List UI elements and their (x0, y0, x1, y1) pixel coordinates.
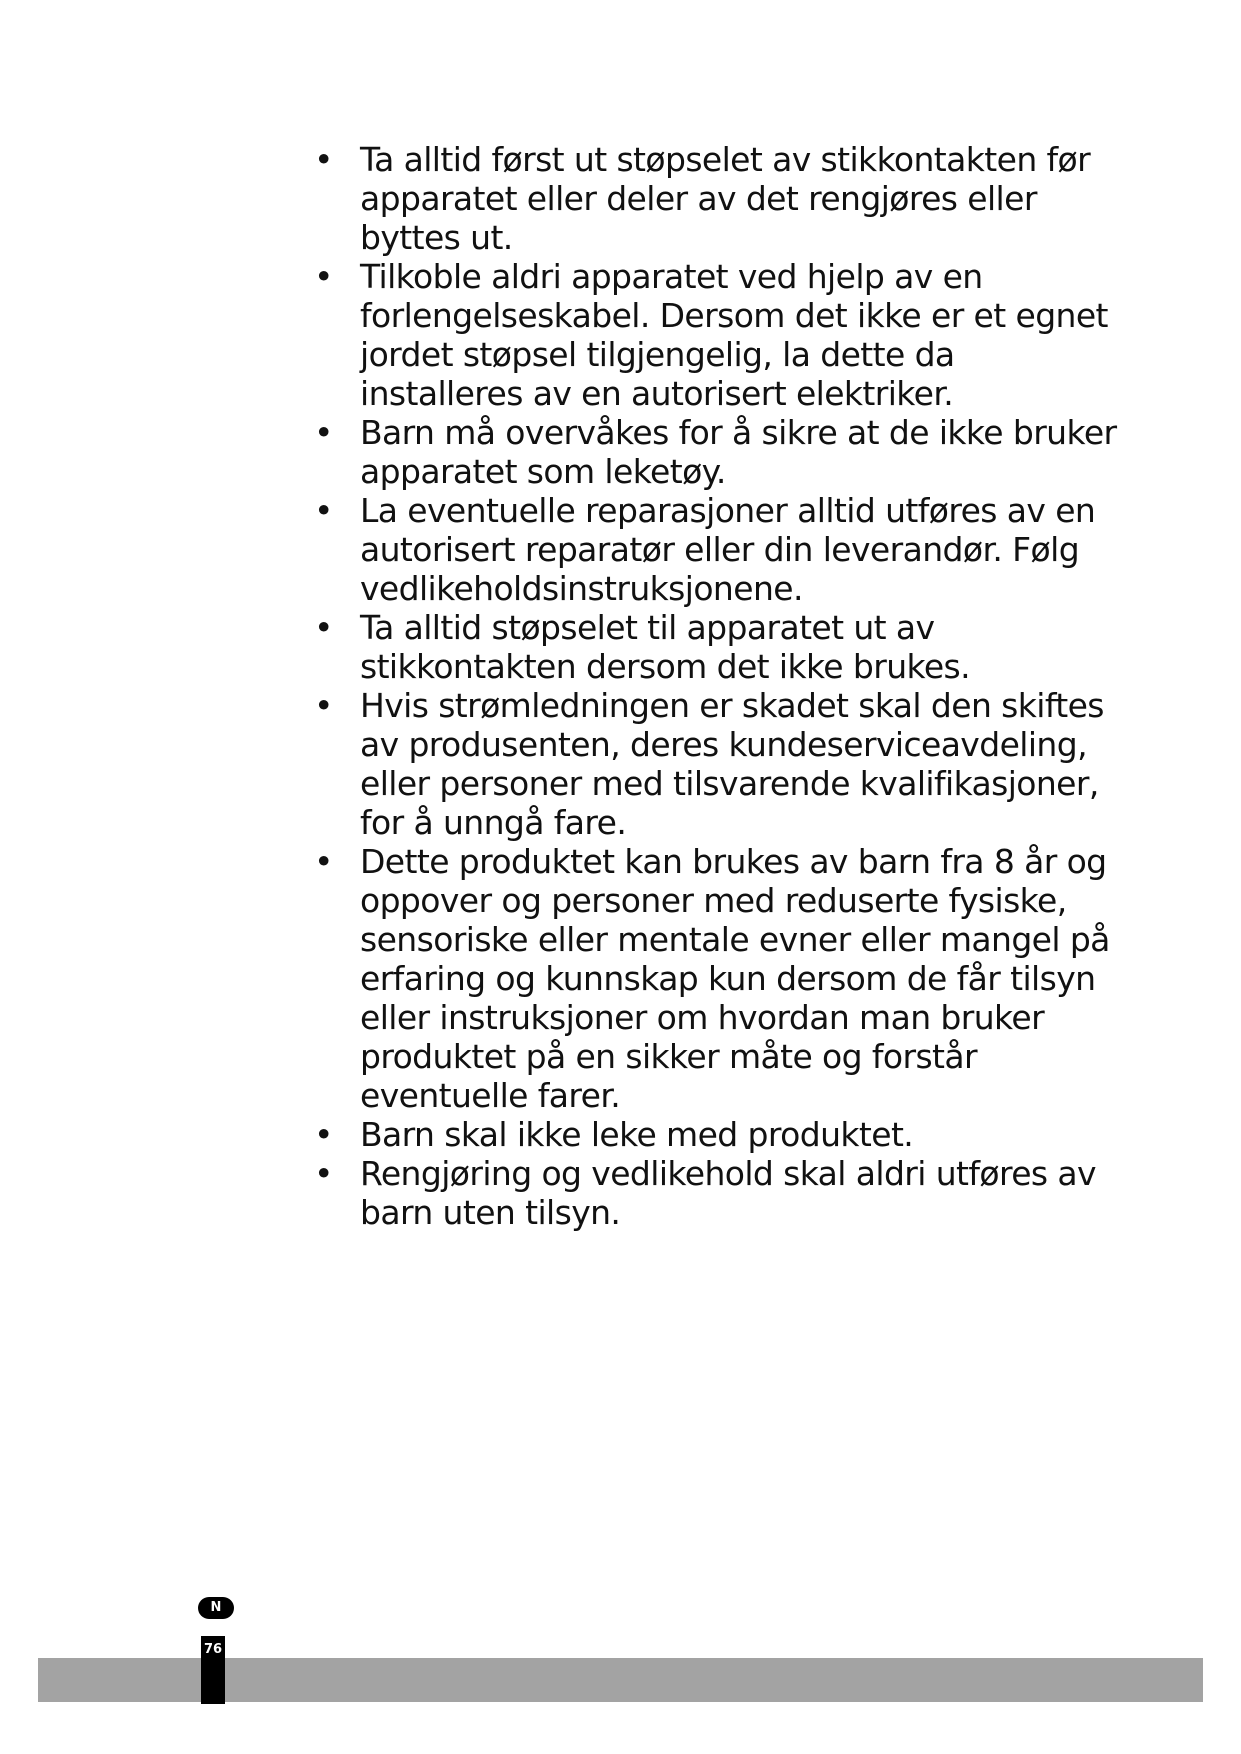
safety-instructions-list (312, 140, 1122, 1232)
bullet-icon: • (314, 491, 333, 530)
list-item-text: Ta alltid støpselet til apparatet ut av stikkontakten dersom det ikke brukes. (360, 608, 971, 686)
list-item (312, 140, 1122, 257)
bullet-icon: • (314, 842, 333, 881)
list-item-text: Hvis strømledningen er skadet skal den skiftes av produsenten, deres kundeserviceavdeling, eller personer med tilsvarende kvalifikasjoner, for å unngå fare. (360, 686, 1104, 842)
list-item-text: Barn må overvåkes for å sikre at de ikke bruker apparatet som leketøy. (360, 413, 1117, 491)
list-item (312, 1115, 1122, 1154)
bullet-icon: • (314, 1115, 333, 1154)
list-item-text: La eventuelle reparasjoner alltid utføres av en autorisert reparatør eller din leverandør. Følg vedlikeholdsinstruksjonene. (360, 491, 1096, 608)
list-item (312, 1154, 1122, 1232)
list-item-text: Ta alltid først ut støpselet av stikkontakten før apparatet eller deler av det rengjøres eller byttes ut. (360, 140, 1091, 257)
list-item-text: Rengjøring og vedlikehold skal aldri utføres av barn uten tilsyn. (360, 1154, 1096, 1232)
bullet-icon: • (314, 140, 333, 179)
list-item (312, 686, 1122, 842)
bullet-icon: • (314, 257, 333, 296)
list-item (312, 842, 1122, 1115)
bullet-icon: • (314, 1154, 333, 1193)
list-item (312, 413, 1122, 491)
list-item (312, 491, 1122, 608)
language-badge: N (198, 1597, 234, 1619)
list-item (312, 257, 1122, 413)
list-item-text: Tilkoble aldri apparatet ved hjelp av en forlengelseskabel. Dersom det ikke er et egnet jordet støpsel tilgjengelig, la dette da installeres av en autorisert elektriker. (360, 257, 1108, 413)
page-number: 76 (203, 1642, 223, 1657)
list-item-text: Dette produktet kan brukes av barn fra 8 år og oppover og personer med reduserte fysiske, sensoriske eller mentale evner eller mangel på erfaring og kunnskap kun dersom de får tilsyn eller instruksjoner om hvordan man bruker produktet på en sikker måte og forstår eventuelle farer. (360, 842, 1110, 1115)
list-item-text: Barn skal ikke leke med produktet. (360, 1115, 914, 1154)
bullet-icon: • (314, 686, 333, 725)
bullet-icon: • (314, 608, 333, 647)
list-item (312, 608, 1122, 686)
bullet-icon: • (314, 413, 333, 452)
